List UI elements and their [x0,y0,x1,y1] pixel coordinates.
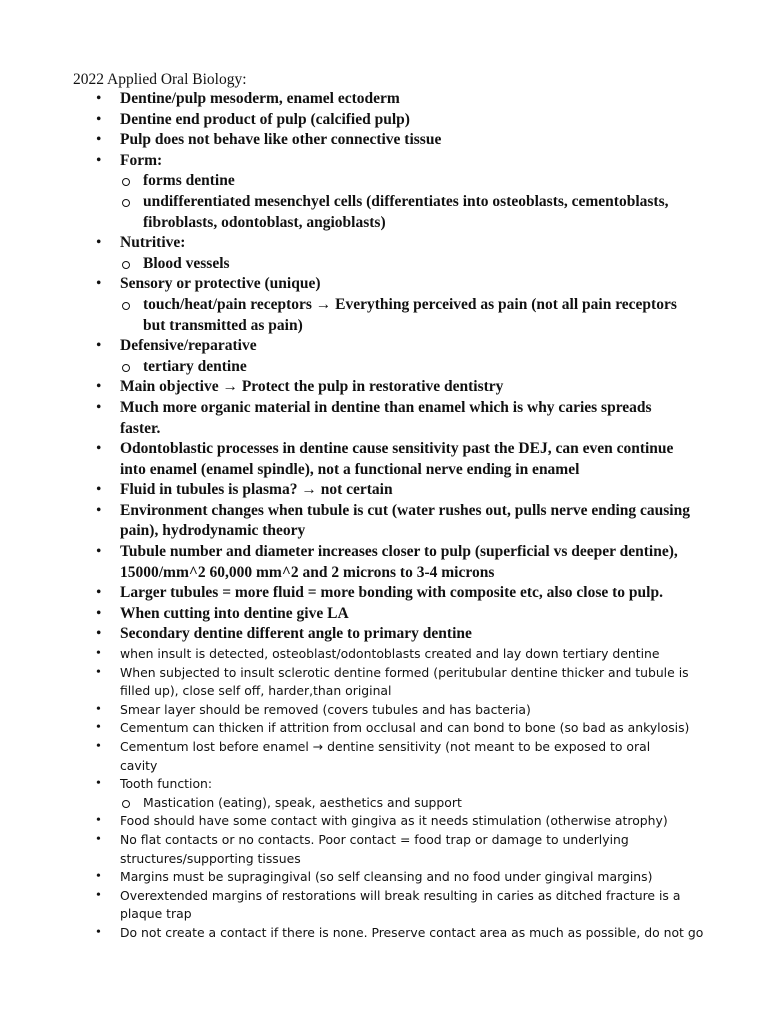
list-item: • when insult is detected, osteoblast/odontoblasts created and lay down tertiary dentine [0,645,690,664]
list-item: • Cementum lost before enamel → dentine sensitivity (not meant to be exposed to oral cavity [0,738,690,775]
list-item: • Main objective → Protect the pulp in restorative dentistry [0,377,690,398]
list-item: • Nutritive: [0,233,690,254]
list-item: • Odontoblastic processes in dentine cause sensitivity past the DEJ, can even continue into enamel (enamel spindle), not a functional nerve ending in enamel [0,439,690,480]
list-item: • Overextended margins of restorations will break resulting in caries as ditched fracture is a plaque trap [0,887,690,924]
list-item: • Cementum can thicken if attrition from occlusal and can bond to bone (so bad as ankylosis) [0,719,690,738]
document-title: 2022 Applied Oral Biology: [73,71,247,88]
list-item: • Food should have some contact with gingiva as it needs stimulation (otherwise atrophy) [0,812,690,831]
list-item: • Much more organic material in dentine than enamel which is why caries spreads faster. [0,398,690,439]
list-item: • Defensive/reparative [0,336,690,357]
list-item: • Smear layer should be removed (covers tubules and has bacteria) [0,701,690,720]
list-item: • When cutting into dentine give LA [0,604,690,625]
list-item: • Pulp does not behave like other connective tissue [0,130,690,151]
sub-list-item: touch/heat/pain receptors → Everything perceived as pain (not all pain receptors but transmitted as pain) [0,295,690,336]
list-item: • Larger tubules = more fluid = more bonding with composite etc, also close to pulp. [0,583,690,604]
list-item: • Environment changes when tubule is cut (water rushes out, pulls nerve ending causing pain), hydrodynamic theory [0,501,690,542]
list-item: • When subjected to insult sclerotic dentine formed (peritubular dentine thicker and tubule is filled up), close self off, harder,than original [0,664,690,701]
list-item: • Margins must be supragingival (so self cleansing and no food under gingival margins) [0,868,690,887]
sub-list-item: undifferentiated mesenchyel cells (differentiates into osteoblasts, cementoblasts, fibroblasts, odontoblast, angioblasts) [0,192,690,233]
sub-list-item: Mastication (eating), speak, aesthetics and support [0,794,690,813]
list-item: • Do not create a contact if there is none. Preserve contact area as much as possible, do not go [0,924,690,943]
list-item: • Dentine/pulp mesoderm, enamel ectoderm [0,89,690,110]
list-item: • Fluid in tubules is plasma? → not certain [0,480,690,501]
list-item: • Sensory or protective (unique) [0,274,690,295]
sub-list-item: tertiary dentine [0,357,690,378]
list-item: • Form: [0,151,690,172]
list-item: • Dentine end product of pulp (calcified pulp) [0,110,690,131]
list-item: • Tubule number and diameter increases closer to pulp (superficial vs deeper dentine), 15000/mm^2 60,000 mm^2 and 2 microns to 3-4 microns [0,542,690,583]
sub-list-item: Blood vessels [0,254,690,275]
list-item: • Secondary dentine different angle to primary dentine [0,624,690,645]
list-item: • No flat contacts or no contacts. Poor contact = food trap or damage to underlying structures/supporting tissues [0,831,690,868]
notes-list [0,89,768,943]
list-item: • Tooth function: [0,775,690,794]
sub-list-item: forms dentine [0,171,690,192]
